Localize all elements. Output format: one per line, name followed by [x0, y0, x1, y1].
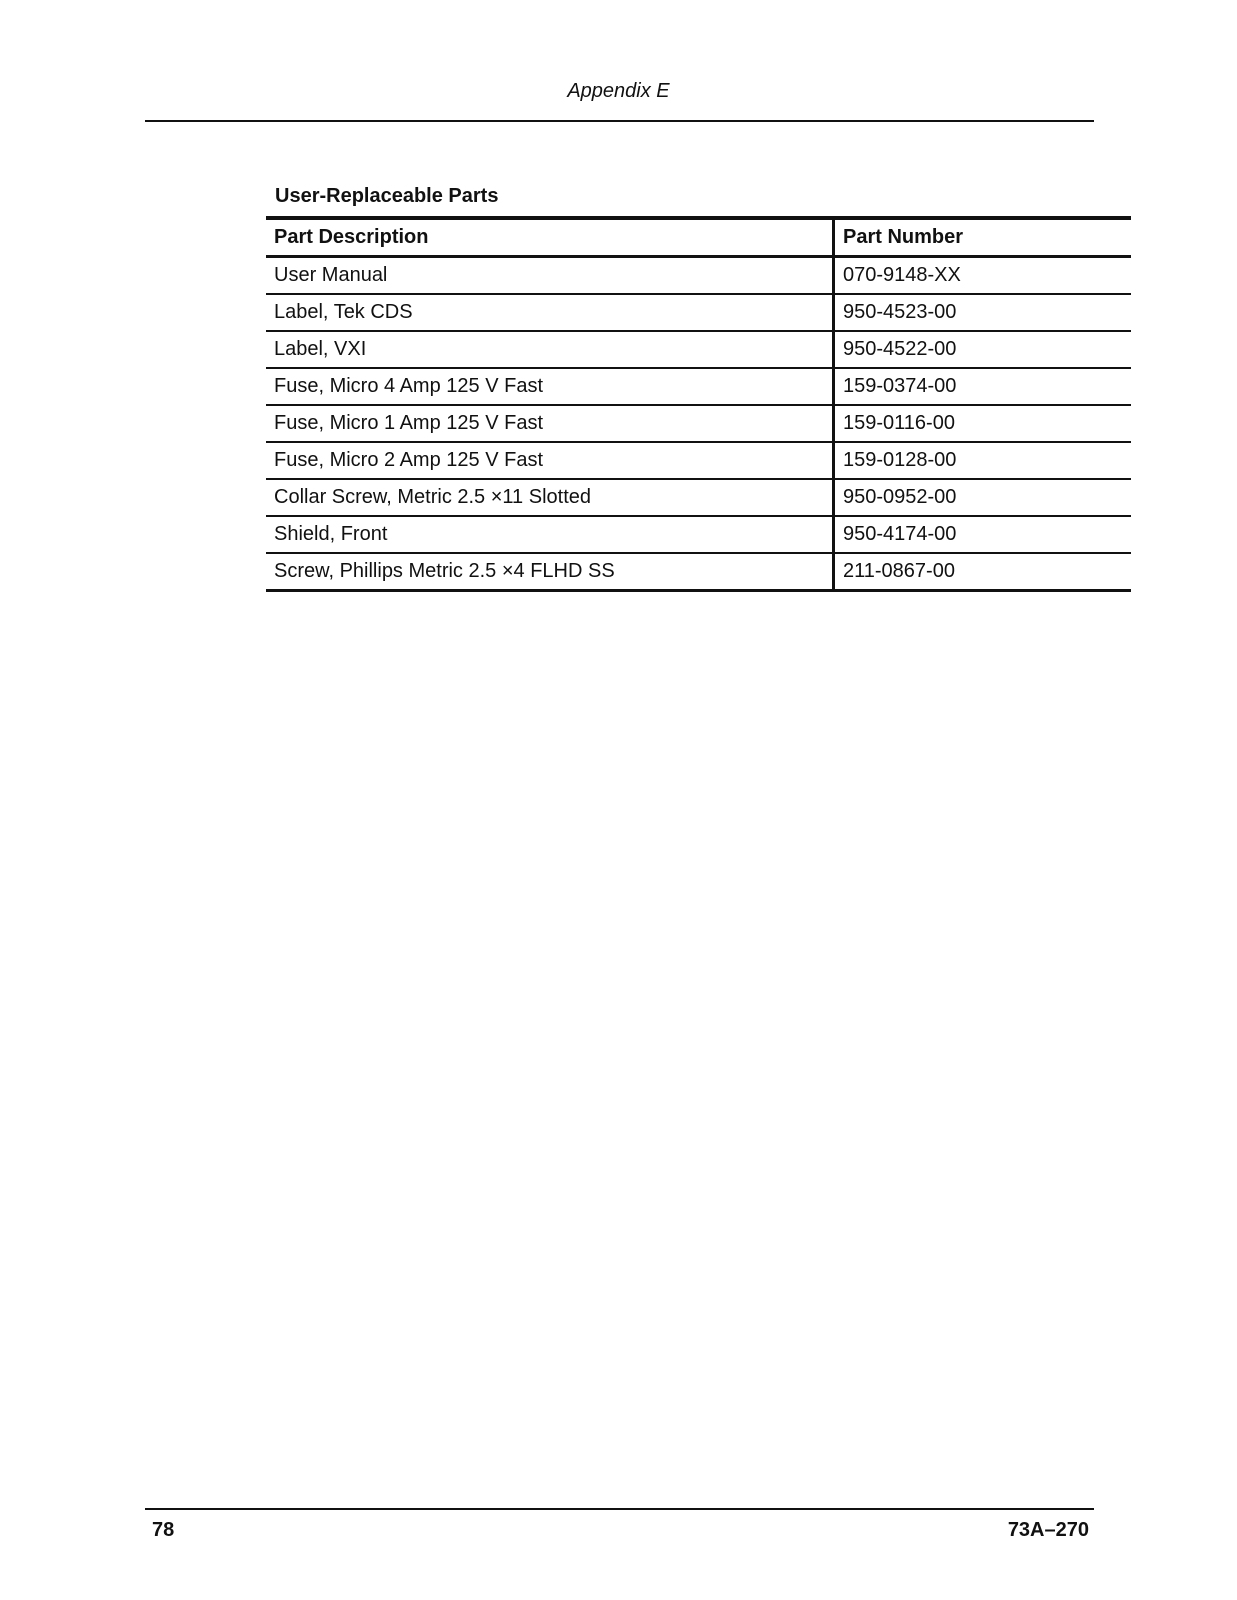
part-description-cell: Screw, Phillips Metric 2.5 ×4 FLHD SS: [266, 553, 834, 591]
part-description-cell: Fuse, Micro 1 Amp 125 V Fast: [266, 405, 834, 442]
part-number-cell: 950-4523-00: [843, 301, 957, 323]
part-number-cell: 950-4522-00: [843, 338, 957, 360]
part-number-cell: 950-4174-00: [843, 523, 957, 545]
document-id: 73A–270: [1007, 1519, 1089, 1541]
part-number-cell: 159-0128-00: [843, 449, 957, 471]
part-description-cell: Fuse, Micro 4 Amp 125 V Fast: [266, 368, 834, 405]
part-description-cell: Label, Tek CDS: [266, 294, 834, 331]
part-description-cell: User Manual: [266, 257, 834, 295]
table-row: [266, 331, 1131, 368]
part-description-cell: Shield, Front: [266, 516, 834, 553]
table-header-row: [266, 218, 1131, 257]
table-row: [266, 257, 1131, 295]
table-row: [266, 479, 1131, 516]
table-caption: User-Replaceable Parts: [275, 185, 499, 207]
part-description-cell: Collar Screw, Metric 2.5 ×11 Slotted: [266, 479, 834, 516]
part-number-cell: 159-0374-00: [843, 375, 957, 397]
header-divider: [145, 120, 1094, 122]
table-row: [266, 368, 1131, 405]
part-description-cell: Fuse, Micro 2 Amp 125 V Fast: [266, 442, 834, 479]
table-row: [266, 294, 1131, 331]
part-number-cell: 211-0867-00: [843, 560, 955, 582]
parts-table: [266, 216, 1131, 592]
page-number: 78: [152, 1519, 175, 1541]
page-header-title: Appendix E: [567, 80, 670, 102]
table-row: [266, 442, 1131, 479]
column-header-part-description: Part Description: [266, 218, 834, 257]
part-number-cell: 159-0116-00: [843, 412, 955, 434]
footer-divider: [145, 1508, 1094, 1510]
table-row: [266, 516, 1131, 553]
table-row: [266, 405, 1131, 442]
part-description-cell: Label, VXI: [266, 331, 834, 368]
part-number-cell: 070-9148-XX: [843, 264, 961, 286]
part-number-cell: 950-0952-00: [843, 486, 957, 508]
table-row: [266, 553, 1131, 591]
column-header-part-number: Part Number: [843, 226, 964, 248]
